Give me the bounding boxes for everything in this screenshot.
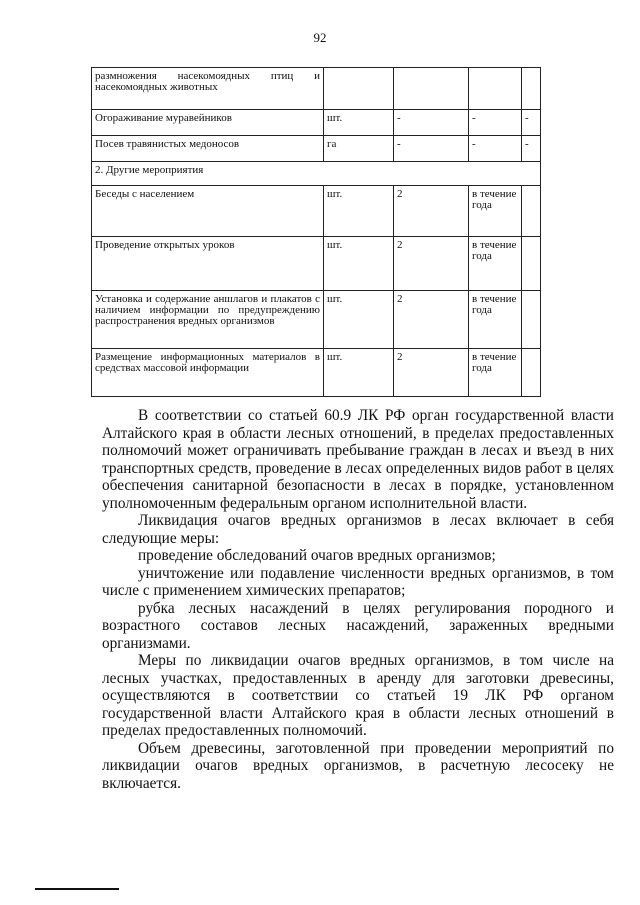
measure-name: Размещение информационных материалов в средствах массовой информации	[92, 349, 324, 397]
footer-line	[35, 888, 119, 890]
measure-name: размножения насекомоядных птиц и насекомоядных животных	[92, 68, 324, 110]
measure-unit: шт.	[324, 237, 394, 291]
measure-qty: 2	[394, 237, 469, 291]
measure-qty: -	[394, 110, 469, 136]
measure-name: Беседы с населением	[92, 186, 324, 237]
paragraph: Ликвидация очагов вредных организмов в лесах включает в себя следующие меры:	[102, 512, 614, 547]
body-text	[102, 407, 614, 792]
page-number: 92	[313, 30, 327, 45]
measure-extra	[522, 237, 541, 291]
measure-qty: 2	[394, 186, 469, 237]
measure-unit: шт.	[324, 186, 394, 237]
measure-extra	[522, 291, 541, 349]
measure-extra: -	[522, 110, 541, 136]
paragraph: уничтожение или подавление численности вредных организмов, в том числе с применением химических препаратов;	[102, 564, 614, 599]
table-row	[92, 291, 541, 349]
table-row	[92, 110, 541, 136]
table-row	[92, 349, 541, 397]
measure-unit: га	[324, 136, 394, 162]
measure-term: в течение года	[469, 237, 522, 291]
table-row	[92, 68, 541, 110]
paragraph: проведение обследований очагов вредных организмов;	[138, 547, 496, 564]
measure-unit: шт.	[324, 349, 394, 397]
measure-name: Установка и содержание аншлагов и плакатов с наличием информации по предупреждению распространения вредных организмов	[92, 291, 324, 349]
measure-qty: 2	[394, 291, 469, 349]
measure-name: Проведение открытых уроков	[92, 237, 324, 291]
measure-unit: шт.	[324, 110, 394, 136]
measure-term: -	[469, 136, 522, 162]
measure-unit	[324, 68, 394, 110]
measure-extra	[522, 68, 541, 110]
paragraph: В соответствии со статьей 60.9 ЛК РФ орган государственной власти Алтайского края в области лесных отношений, в пределах предоставленных полномочий может ограничивать пребывание граждан в лесах и въезд в них транспортных средств, проведение в лесах определенных видов работ в целях обеспечения санитарной безопасности в лесах в порядке, установленном уполномоченным федеральным органом исполнительной власти.	[102, 407, 614, 512]
measure-name: Посев травянистых медоносов	[92, 136, 324, 162]
measure-qty	[394, 68, 469, 110]
measure-term: в течение года	[469, 186, 522, 237]
table-row	[92, 237, 541, 291]
paragraph: Меры по ликвидации очагов вредных организмов, в том числе на лесных участках, предоставленных в аренду для заготовки древесины, осуществляются в соответствии со статьей 19 ЛК РФ органом государственной власти Алтайского края в области лесных отношений в пределах предоставленных полномочий.	[102, 652, 614, 739]
section-row	[92, 162, 541, 186]
measure-extra	[522, 349, 541, 397]
paragraph: Объем древесины, заготовленной при проведении мероприятий по ликвидации очагов вредных организмов, в расчетную лесосеку не включается.	[102, 739, 614, 792]
measure-name: Огораживание муравейников	[92, 110, 324, 136]
measure-extra: -	[522, 136, 541, 162]
measure-term	[469, 68, 522, 110]
measures-table	[91, 67, 541, 397]
measure-term: -	[469, 110, 522, 136]
measure-term: в течение года	[469, 291, 522, 349]
table-row	[92, 186, 541, 237]
measure-unit: шт.	[324, 291, 394, 349]
paragraph: рубка лесных насаждений в целях регулирования породного и возрастного составов лесных насаждений, зараженных вредными организмами.	[102, 599, 614, 652]
measure-qty: -	[394, 136, 469, 162]
measure-extra	[522, 186, 541, 237]
table-row	[92, 136, 541, 162]
measure-term: в течение года	[469, 349, 522, 397]
measure-qty: 2	[394, 349, 469, 397]
section-title: 2. Другие мероприятия	[92, 162, 541, 186]
